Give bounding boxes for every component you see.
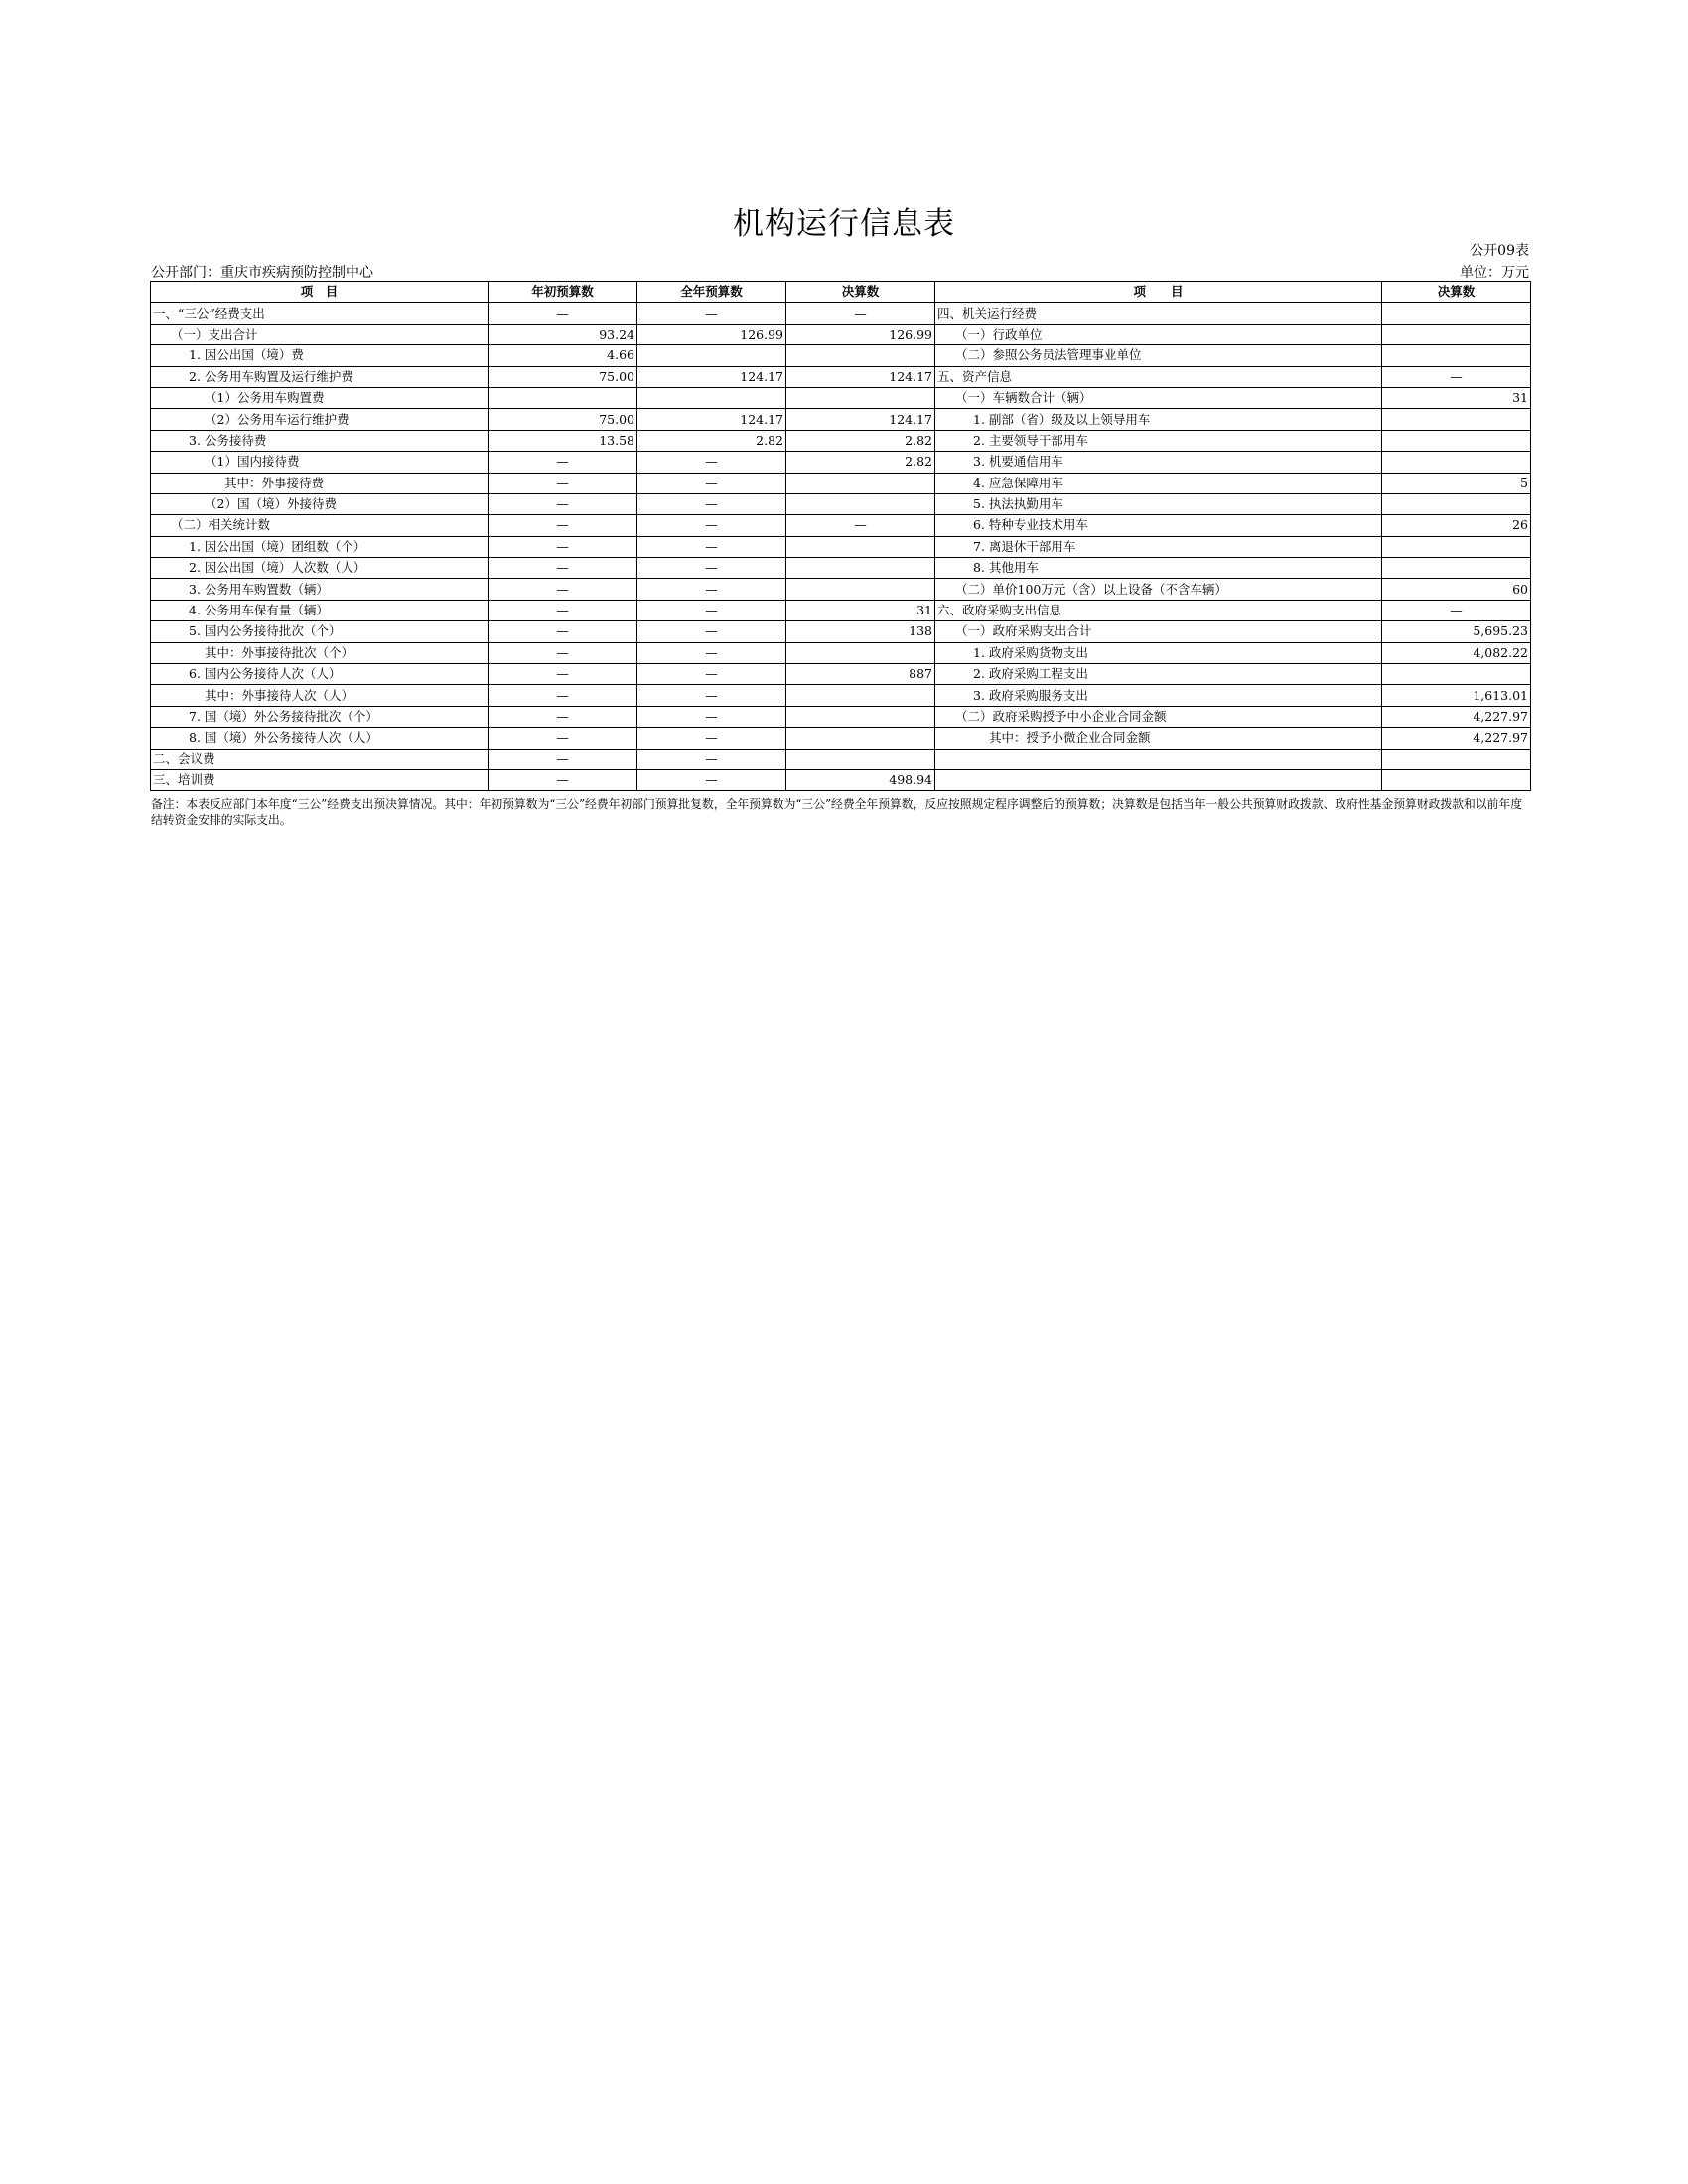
final-right-cell: [1382, 769, 1531, 790]
row-item-label: （二）相关统计数: [151, 515, 489, 536]
row-item-label: 3. 公务接待费: [151, 430, 489, 451]
initial-budget-cell: —: [489, 473, 637, 493]
table-row: [151, 600, 1531, 620]
footnote: 备注：本表反应部门本年度“三公”经费支出预决算情况。其中：年初预算数为“三公”经费年初部门预算批复数，全年预算数为“三公”经费全年预算数，反应按照规定程序调整后的预算数；决算数是包括当年一般公共预算财政拨款、政府性基金预算财政拨款和以前年度结转资金安排的实际支出。: [151, 797, 1523, 827]
initial-budget-cell: —: [489, 685, 637, 706]
final-right-cell: [1382, 409, 1531, 430]
final-account-cell: [786, 387, 935, 408]
full-year-budget-cell: —: [637, 621, 786, 642]
final-right-cell: [1382, 558, 1531, 579]
table-row: [151, 749, 1531, 769]
row-item-label: 1. 因公出国（境）费: [151, 345, 489, 366]
initial-budget-cell: —: [489, 493, 637, 514]
row-item-label: （1）公务用车购置费: [151, 387, 489, 408]
row-item-label-right: 1. 政府采购货物支出: [935, 642, 1382, 663]
row-item-label-right: 4. 应急保障用车: [935, 473, 1382, 493]
table-row: [151, 642, 1531, 663]
final-account-cell: [786, 473, 935, 493]
table-row: [151, 387, 1531, 408]
initial-budget-cell: —: [489, 579, 637, 600]
row-item-label-right: （二）政府采购授予中小企业合同金额: [935, 706, 1382, 727]
row-item-label: （一）支出合计: [151, 324, 489, 344]
final-account-cell: [786, 749, 935, 769]
final-account-cell: 124.17: [786, 366, 935, 387]
table-row: [151, 728, 1531, 749]
initial-budget-cell: —: [489, 303, 637, 324]
row-item-label: （1）国内接待费: [151, 452, 489, 473]
table-row: [151, 664, 1531, 685]
final-account-cell: —: [786, 303, 935, 324]
final-right-cell: [1382, 536, 1531, 557]
table-body: [151, 303, 1531, 791]
row-item-label-right: 其中：授予小微企业合同金额: [935, 728, 1382, 749]
header-final-account: 决算数: [786, 282, 935, 303]
full-year-budget-cell: 124.17: [637, 409, 786, 430]
table-row: [151, 579, 1531, 600]
final-right-cell: 26: [1382, 515, 1531, 536]
initial-budget-cell: —: [489, 536, 637, 557]
row-item-label: （2）公务用车运行维护费: [151, 409, 489, 430]
final-account-cell: 2.82: [786, 452, 935, 473]
full-year-budget-cell: —: [637, 473, 786, 493]
final-right-cell: [1382, 345, 1531, 366]
final-right-cell: —: [1382, 600, 1531, 620]
initial-budget-cell: —: [489, 452, 637, 473]
row-item-label-right: 5. 执法执勤用车: [935, 493, 1382, 514]
final-right-cell: —: [1382, 366, 1531, 387]
table-row: [151, 430, 1531, 451]
row-item-label: 6. 国内公务接待人次（人）: [151, 664, 489, 685]
final-right-cell: 4,227.97: [1382, 706, 1531, 727]
full-year-budget-cell: 124.17: [637, 366, 786, 387]
final-account-cell: [786, 579, 935, 600]
table-row: [151, 536, 1531, 557]
final-account-cell: [786, 493, 935, 514]
full-year-budget-cell: —: [637, 706, 786, 727]
table-row: [151, 558, 1531, 579]
final-right-cell: [1382, 430, 1531, 451]
full-year-budget-cell: [637, 345, 786, 366]
row-item-label-right: （二）参照公务员法管理事业单位: [935, 345, 1382, 366]
table-row: [151, 706, 1531, 727]
final-right-cell: 1,613.01: [1382, 685, 1531, 706]
header-final-right: 决算数: [1382, 282, 1531, 303]
row-item-label: 三、培训费: [151, 769, 489, 790]
full-year-budget-cell: —: [637, 728, 786, 749]
row-item-label-right: [935, 749, 1382, 769]
row-item-label: 一、“三公”经费支出: [151, 303, 489, 324]
final-account-cell: [786, 558, 935, 579]
full-year-budget-cell: —: [637, 493, 786, 514]
full-year-budget-cell: —: [637, 769, 786, 790]
full-year-budget-cell: —: [637, 452, 786, 473]
table-row: [151, 345, 1531, 366]
table-row: [151, 493, 1531, 514]
row-item-label: 5. 国内公务接待批次（个）: [151, 621, 489, 642]
row-item-label-right: （一）车辆数合计（辆）: [935, 387, 1382, 408]
final-right-cell: 4,227.97: [1382, 728, 1531, 749]
full-year-budget-cell: —: [637, 642, 786, 663]
final-account-cell: 31: [786, 600, 935, 620]
initial-budget-cell: —: [489, 621, 637, 642]
full-year-budget-cell: —: [637, 303, 786, 324]
final-account-cell: [786, 536, 935, 557]
header-item-right: 项 目: [935, 282, 1382, 303]
full-year-budget-cell: —: [637, 664, 786, 685]
row-item-label-right: （一）行政单位: [935, 324, 1382, 344]
row-item-label-right: 2. 政府采购工程支出: [935, 664, 1382, 685]
full-year-budget-cell: —: [637, 536, 786, 557]
table-row: [151, 324, 1531, 344]
row-item-label: 2. 因公出国（境）人次数（人）: [151, 558, 489, 579]
table-row: [151, 621, 1531, 642]
full-year-budget-cell: —: [637, 515, 786, 536]
initial-budget-cell: [489, 387, 637, 408]
final-account-cell: [786, 345, 935, 366]
full-year-budget-cell: —: [637, 579, 786, 600]
full-year-budget-cell: —: [637, 600, 786, 620]
header-initial-budget: 年初预算数: [489, 282, 637, 303]
row-item-label-right: 6. 特种专业技术用车: [935, 515, 1382, 536]
initial-budget-cell: —: [489, 642, 637, 663]
final-account-cell: [786, 728, 935, 749]
unit-label: 单位：万元: [1460, 265, 1529, 281]
row-item-label: 其中：外事接待批次（个）: [151, 642, 489, 663]
row-item-label: （2）国（境）外接待费: [151, 493, 489, 514]
final-right-cell: [1382, 664, 1531, 685]
final-right-cell: 4,082.22: [1382, 642, 1531, 663]
table-row: [151, 769, 1531, 790]
page-title: 机构运行信息表: [733, 206, 955, 242]
initial-budget-cell: —: [489, 515, 637, 536]
final-right-cell: 5: [1382, 473, 1531, 493]
row-item-label: 其中：外事接待费: [151, 473, 489, 493]
final-right-cell: [1382, 749, 1531, 769]
row-item-label: 二、会议费: [151, 749, 489, 769]
row-item-label: 2. 公务用车购置及运行维护费: [151, 366, 489, 387]
table-row: [151, 409, 1531, 430]
initial-budget-cell: 13.58: [489, 430, 637, 451]
initial-budget-cell: —: [489, 600, 637, 620]
initial-budget-cell: 75.00: [489, 366, 637, 387]
row-item-label: 4. 公务用车保有量（辆）: [151, 600, 489, 620]
table-header-row: [151, 282, 1531, 303]
final-account-cell: [786, 685, 935, 706]
initial-budget-cell: —: [489, 749, 637, 769]
row-item-label: 1. 因公出国（境）团组数（个）: [151, 536, 489, 557]
initial-budget-cell: 93.24: [489, 324, 637, 344]
full-year-budget-cell: 126.99: [637, 324, 786, 344]
final-right-cell: [1382, 303, 1531, 324]
initial-budget-cell: 75.00: [489, 409, 637, 430]
initial-budget-cell: —: [489, 728, 637, 749]
initial-budget-cell: —: [489, 664, 637, 685]
row-item-label: 其中：外事接待人次（人）: [151, 685, 489, 706]
form-number: 公开09表: [1470, 243, 1529, 259]
final-account-cell: 126.99: [786, 324, 935, 344]
row-item-label-right: 五、资产信息: [935, 366, 1382, 387]
final-account-cell: 498.94: [786, 769, 935, 790]
full-year-budget-cell: —: [637, 749, 786, 769]
table-row: [151, 452, 1531, 473]
row-item-label: 7. 国（境）外公务接待批次（个）: [151, 706, 489, 727]
final-account-cell: 887: [786, 664, 935, 685]
row-item-label-right: 六、政府采购支出信息: [935, 600, 1382, 620]
table-row: [151, 685, 1531, 706]
row-item-label-right: 3. 政府采购服务支出: [935, 685, 1382, 706]
full-year-budget-cell: 2.82: [637, 430, 786, 451]
initial-budget-cell: —: [489, 769, 637, 790]
final-right-cell: 60: [1382, 579, 1531, 600]
initial-budget-cell: —: [489, 558, 637, 579]
final-right-cell: 5,695.23: [1382, 621, 1531, 642]
row-item-label-right: （二）单价100万元（含）以上设备（不含车辆）: [935, 579, 1382, 600]
row-item-label-right: 3. 机要通信用车: [935, 452, 1382, 473]
final-account-cell: —: [786, 515, 935, 536]
header-item: 项 目: [151, 282, 489, 303]
table-row: [151, 515, 1531, 536]
department-label: 公开部门：重庆市疾病预防控制中心: [151, 265, 373, 281]
info-table: [150, 281, 1531, 791]
table-row: [151, 303, 1531, 324]
initial-budget-cell: 4.66: [489, 345, 637, 366]
final-right-cell: [1382, 452, 1531, 473]
row-item-label-right: 8. 其他用车: [935, 558, 1382, 579]
final-right-cell: [1382, 324, 1531, 344]
final-right-cell: [1382, 493, 1531, 514]
final-account-cell: 2.82: [786, 430, 935, 451]
final-right-cell: 31: [1382, 387, 1531, 408]
final-account-cell: 124.17: [786, 409, 935, 430]
row-item-label-right: 四、机关运行经费: [935, 303, 1382, 324]
final-account-cell: [786, 706, 935, 727]
final-account-cell: [786, 642, 935, 663]
table-row: [151, 366, 1531, 387]
row-item-label-right: 1. 副部（省）级及以上领导用车: [935, 409, 1382, 430]
table-row: [151, 473, 1531, 493]
full-year-budget-cell: —: [637, 558, 786, 579]
row-item-label: 8. 国（境）外公务接待人次（人）: [151, 728, 489, 749]
final-account-cell: 138: [786, 621, 935, 642]
header-full-year-budget: 全年预算数: [637, 282, 786, 303]
row-item-label-right: （一）政府采购支出合计: [935, 621, 1382, 642]
full-year-budget-cell: —: [637, 685, 786, 706]
row-item-label-right: 2. 主要领导干部用车: [935, 430, 1382, 451]
full-year-budget-cell: [637, 387, 786, 408]
row-item-label: 3. 公务用车购置数（辆）: [151, 579, 489, 600]
initial-budget-cell: —: [489, 706, 637, 727]
row-item-label-right: 7. 离退休干部用车: [935, 536, 1382, 557]
row-item-label-right: [935, 769, 1382, 790]
